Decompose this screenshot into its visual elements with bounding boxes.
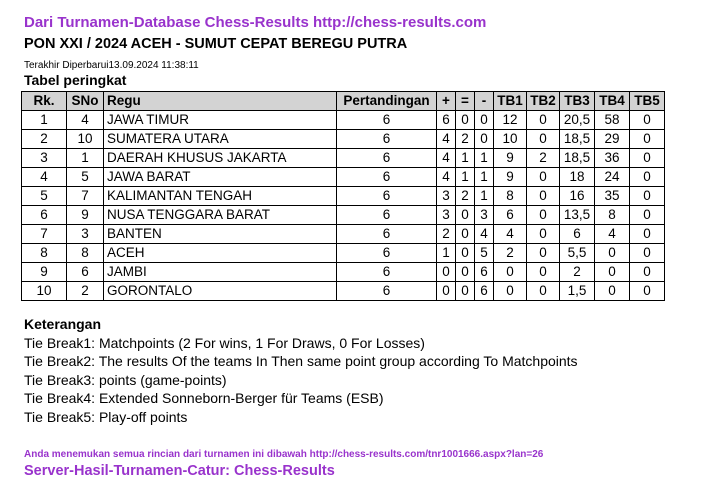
cell-tb4: 24 bbox=[595, 168, 630, 187]
cell-matches: 6 bbox=[337, 206, 437, 225]
cell-rank: 1 bbox=[22, 111, 67, 130]
cell-tb5: 0 bbox=[630, 263, 665, 282]
cell-matches: 6 bbox=[337, 187, 437, 206]
cell-sno: 3 bbox=[67, 225, 104, 244]
cell-team: SUMATERA UTARA bbox=[104, 130, 337, 149]
cell-losses: 5 bbox=[475, 244, 494, 263]
cell-tb2: 0 bbox=[527, 130, 560, 149]
cell-draws: 0 bbox=[456, 206, 475, 225]
cell-rank: 4 bbox=[22, 168, 67, 187]
cell-matches: 6 bbox=[337, 244, 437, 263]
cell-tb4: 4 bbox=[595, 225, 630, 244]
cell-tb1: 4 bbox=[494, 225, 527, 244]
cell-tb4: 36 bbox=[595, 149, 630, 168]
cell-tb1: 0 bbox=[494, 263, 527, 282]
cell-draws: 0 bbox=[456, 111, 475, 130]
cell-draws: 1 bbox=[456, 149, 475, 168]
section-heading: Tabel peringkat bbox=[24, 72, 127, 88]
cell-sno: 10 bbox=[67, 130, 104, 149]
cell-wins: 3 bbox=[437, 187, 456, 206]
cell-wins: 4 bbox=[437, 130, 456, 149]
cell-sno: 2 bbox=[67, 282, 104, 301]
cell-sno: 5 bbox=[67, 168, 104, 187]
table-row bbox=[22, 206, 665, 225]
cell-draws: 1 bbox=[456, 168, 475, 187]
cell-sno: 4 bbox=[67, 111, 104, 130]
cell-team: JAWA BARAT bbox=[104, 168, 337, 187]
cell-draws: 0 bbox=[456, 244, 475, 263]
cell-wins: 3 bbox=[437, 206, 456, 225]
col-header-tb1: TB1 bbox=[494, 92, 527, 111]
cell-wins: 1 bbox=[437, 244, 456, 263]
cell-wins: 4 bbox=[437, 149, 456, 168]
col-header-tb4: TB4 bbox=[595, 92, 630, 111]
source-link[interactable]: Dari Turnamen-Database Chess-Results http://chess-results.com bbox=[24, 14, 487, 31]
table-header-row bbox=[22, 92, 665, 111]
cell-tb4: 29 bbox=[595, 130, 630, 149]
cell-team: JAWA TIMUR bbox=[104, 111, 337, 130]
col-header-tb5: TB5 bbox=[630, 92, 665, 111]
cell-tb5: 0 bbox=[630, 130, 665, 149]
cell-tb1: 9 bbox=[494, 149, 527, 168]
cell-tb5: 0 bbox=[630, 149, 665, 168]
cell-tb3: 6 bbox=[560, 225, 595, 244]
cell-sno: 8 bbox=[67, 244, 104, 263]
cell-matches: 6 bbox=[337, 130, 437, 149]
table-row bbox=[22, 187, 665, 206]
cell-tb4: 0 bbox=[595, 244, 630, 263]
cell-tb2: 0 bbox=[527, 263, 560, 282]
cell-tb2: 0 bbox=[527, 244, 560, 263]
cell-tb3: 2 bbox=[560, 263, 595, 282]
cell-rank: 6 bbox=[22, 206, 67, 225]
cell-tb2: 0 bbox=[527, 282, 560, 301]
col-header-matches: Pertandingan bbox=[337, 92, 437, 111]
cell-tb2: 0 bbox=[527, 206, 560, 225]
cell-matches: 6 bbox=[337, 168, 437, 187]
cell-draws: 0 bbox=[456, 225, 475, 244]
cell-rank: 9 bbox=[22, 263, 67, 282]
table-row bbox=[22, 244, 665, 263]
cell-rank: 7 bbox=[22, 225, 67, 244]
cell-tb3: 1,5 bbox=[560, 282, 595, 301]
cell-tb3: 5,5 bbox=[560, 244, 595, 263]
tournament-link[interactable]: Anda menemukan semua rincian dari turnamen ini dibawah http://chess-results.com/tnr1001666.aspx?lan=26 bbox=[24, 449, 544, 460]
cell-losses: 0 bbox=[475, 111, 494, 130]
notes-section bbox=[24, 315, 578, 427]
cell-team: DAERAH KHUSUS JAKARTA bbox=[104, 149, 337, 168]
cell-tb2: 0 bbox=[527, 225, 560, 244]
cell-tb1: 6 bbox=[494, 206, 527, 225]
table-row bbox=[22, 282, 665, 301]
cell-losses: 1 bbox=[475, 149, 494, 168]
cell-losses: 6 bbox=[475, 282, 494, 301]
last-updated: Terakhir Diperbarui13.09.2024 11:38:11 bbox=[24, 60, 199, 71]
col-header-wins: + bbox=[437, 92, 456, 111]
cell-draws: 2 bbox=[456, 187, 475, 206]
cell-wins: 6 bbox=[437, 111, 456, 130]
table-row bbox=[22, 225, 665, 244]
note-line: Tie Break1: Matchpoints (2 For wins, 1 For Draws, 0 For Losses) bbox=[24, 334, 425, 351]
note-line: Tie Break5: Play-off points bbox=[24, 408, 188, 425]
cell-tb1: 12 bbox=[494, 111, 527, 130]
table-row bbox=[22, 111, 665, 130]
cell-rank: 8 bbox=[22, 244, 67, 263]
standings-table bbox=[21, 91, 665, 301]
cell-matches: 6 bbox=[337, 149, 437, 168]
cell-matches: 6 bbox=[337, 263, 437, 282]
cell-losses: 3 bbox=[475, 206, 494, 225]
cell-tb1: 10 bbox=[494, 130, 527, 149]
note-line: Tie Break3: points (game-points) bbox=[24, 371, 227, 388]
cell-losses: 6 bbox=[475, 263, 494, 282]
cell-team: JAMBI bbox=[104, 263, 337, 282]
cell-tb5: 0 bbox=[630, 225, 665, 244]
cell-losses: 1 bbox=[475, 168, 494, 187]
cell-tb5: 0 bbox=[630, 168, 665, 187]
cell-sno: 6 bbox=[67, 263, 104, 282]
cell-team: ACEH bbox=[104, 244, 337, 263]
cell-tb5: 0 bbox=[630, 187, 665, 206]
note-line: Tie Break2: The results Of the teams In Then same point group according To Matchpoints bbox=[24, 353, 578, 370]
cell-matches: 6 bbox=[337, 111, 437, 130]
cell-tb4: 58 bbox=[595, 111, 630, 130]
cell-tb3: 18,5 bbox=[560, 130, 595, 149]
page-title: PON XXI / 2024 ACEH - SUMUT CEPAT BEREGU PUTRA bbox=[24, 36, 408, 52]
cell-matches: 6 bbox=[337, 225, 437, 244]
cell-sno: 9 bbox=[67, 206, 104, 225]
cell-tb3: 18,5 bbox=[560, 149, 595, 168]
note-line: Tie Break4: Extended Sonneborn-Berger für Teams (ESB) bbox=[24, 390, 384, 407]
cell-sno: 7 bbox=[67, 187, 104, 206]
cell-tb5: 0 bbox=[630, 282, 665, 301]
table-row bbox=[22, 263, 665, 282]
cell-wins: 0 bbox=[437, 263, 456, 282]
cell-tb5: 0 bbox=[630, 244, 665, 263]
cell-tb1: 0 bbox=[494, 282, 527, 301]
cell-losses: 1 bbox=[475, 187, 494, 206]
cell-draws: 0 bbox=[456, 282, 475, 301]
cell-tb1: 2 bbox=[494, 244, 527, 263]
cell-matches: 6 bbox=[337, 282, 437, 301]
col-header-tb2: TB2 bbox=[527, 92, 560, 111]
cell-team: BANTEN bbox=[104, 225, 337, 244]
table-row bbox=[22, 130, 665, 149]
table-row bbox=[22, 149, 665, 168]
cell-wins: 2 bbox=[437, 225, 456, 244]
cell-draws: 2 bbox=[456, 130, 475, 149]
cell-wins: 0 bbox=[437, 282, 456, 301]
cell-tb1: 9 bbox=[494, 168, 527, 187]
cell-tb1: 8 bbox=[494, 187, 527, 206]
cell-tb3: 18 bbox=[560, 168, 595, 187]
server-link[interactable]: Server-Hasil-Turnamen-Catur: Chess-Results bbox=[24, 463, 335, 479]
cell-tb4: 0 bbox=[595, 263, 630, 282]
cell-tb3: 20,5 bbox=[560, 111, 595, 130]
cell-tb5: 0 bbox=[630, 206, 665, 225]
cell-wins: 4 bbox=[437, 168, 456, 187]
cell-tb2: 2 bbox=[527, 149, 560, 168]
cell-losses: 4 bbox=[475, 225, 494, 244]
cell-team: KALIMANTAN TENGAH bbox=[104, 187, 337, 206]
cell-tb2: 0 bbox=[527, 168, 560, 187]
cell-tb2: 0 bbox=[527, 187, 560, 206]
cell-tb4: 0 bbox=[595, 282, 630, 301]
notes-heading: Keterangan bbox=[24, 316, 102, 332]
cell-sno: 1 bbox=[67, 149, 104, 168]
cell-team: GORONTALO bbox=[104, 282, 337, 301]
cell-draws: 0 bbox=[456, 263, 475, 282]
col-header-team: Regu bbox=[104, 92, 337, 111]
col-header-tb3: TB3 bbox=[560, 92, 595, 111]
cell-tb5: 0 bbox=[630, 111, 665, 130]
table-row bbox=[22, 168, 665, 187]
cell-rank: 2 bbox=[22, 130, 67, 149]
cell-tb4: 35 bbox=[595, 187, 630, 206]
cell-tb2: 0 bbox=[527, 111, 560, 130]
col-header-draws: = bbox=[456, 92, 475, 111]
col-header-sno: SNo bbox=[67, 92, 104, 111]
cell-rank: 3 bbox=[22, 149, 67, 168]
col-header-rank: Rk. bbox=[22, 92, 67, 111]
cell-losses: 0 bbox=[475, 130, 494, 149]
cell-rank: 10 bbox=[22, 282, 67, 301]
cell-team: NUSA TENGGARA BARAT bbox=[104, 206, 337, 225]
cell-rank: 5 bbox=[22, 187, 67, 206]
col-header-losses: - bbox=[475, 92, 494, 111]
cell-tb3: 13,5 bbox=[560, 206, 595, 225]
cell-tb3: 16 bbox=[560, 187, 595, 206]
cell-tb4: 8 bbox=[595, 206, 630, 225]
